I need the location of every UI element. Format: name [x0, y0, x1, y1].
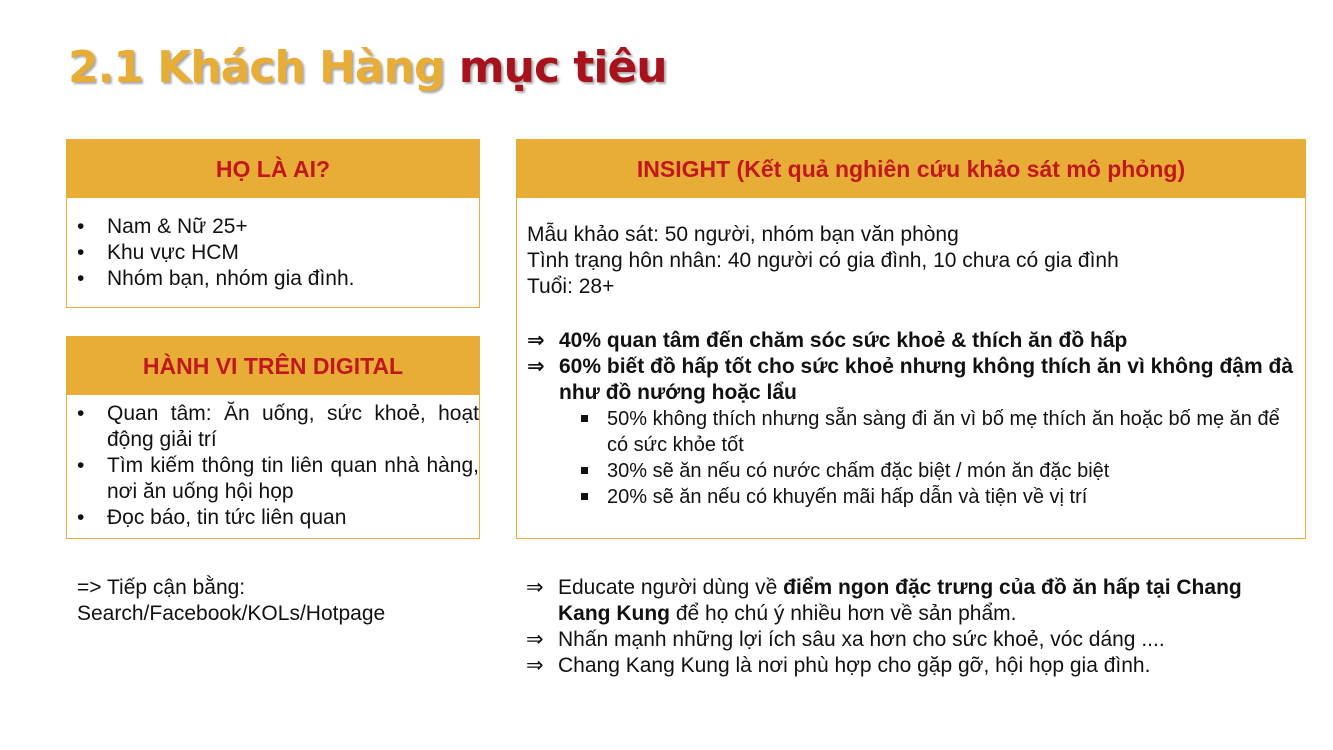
- arrow-icon: ⇒: [526, 576, 544, 599]
- page-title: [68, 42, 667, 93]
- insight-heading: INSIGHT (Kết quả nghiên cứu khảo sát mô phỏng): [517, 140, 1305, 198]
- survey-sample: Mẫu khảo sát: 50 người, nhóm bạn văn phòng: [527, 223, 959, 246]
- actions-list: [526, 575, 1286, 679]
- who-item: • Nhóm bạn, nhóm gia đình.: [67, 266, 479, 292]
- sub-item: [527, 406, 1293, 458]
- action-text-pre: Educate người dùng về: [558, 576, 784, 599]
- arrow-icon: ⇒: [527, 329, 545, 352]
- action-item: [526, 575, 1286, 627]
- approach-line-1: => Tiếp cận bằng:: [77, 576, 246, 599]
- action-text-post: để họ chú ý nhiều hơn về sản phẩm.: [669, 602, 1017, 625]
- survey-age: Tuổi: 28+: [527, 275, 615, 298]
- action-item: [526, 653, 1286, 679]
- survey-marital: Tình trạng hôn nhân: 40 người có gia đình, 10 chưa có gia đình: [527, 249, 1119, 272]
- square-bullet-icon: [581, 415, 588, 422]
- approach-line-2: Search/Facebook/KOLs/Hotpage: [77, 602, 386, 625]
- action-text-bold: điểm ngon đặc trưng của đồ ăn hấp tại Chang Kang Kung: [558, 576, 1242, 625]
- who-item: • Khu vực HCM: [67, 240, 479, 266]
- title-part-2: mục tiêu: [458, 42, 667, 93]
- sub-item: [527, 458, 1293, 484]
- finding-item: [527, 328, 1293, 354]
- finding-text: 40% quan tâm đến chăm sóc sức khoẻ & thích ăn đồ hấp: [559, 329, 1128, 352]
- approach-note: [77, 575, 497, 627]
- digital-list: [67, 401, 479, 531]
- arrow-icon: ⇒: [527, 355, 545, 378]
- digital-box: [66, 336, 480, 539]
- sub-item-text: 30% sẽ ăn nếu có nước chấm đặc biệt / món ăn đặc biệt: [607, 460, 1110, 482]
- who-heading: HỌ LÀ AI?: [67, 140, 479, 198]
- sub-item: [527, 484, 1293, 510]
- action-text: Nhấn mạnh những lợi ích sâu xa hơn cho sức khoẻ, vóc dáng ....: [558, 628, 1165, 651]
- sub-list: [527, 406, 1293, 510]
- digital-heading: HÀNH VI TRÊN DIGITAL: [67, 337, 479, 395]
- square-bullet-icon: [581, 467, 588, 474]
- arrow-icon: ⇒: [526, 654, 544, 677]
- action-item: [526, 627, 1286, 653]
- sub-item-text: 50% không thích nhưng sẵn sàng đi ăn vì bố mẹ thích ăn hoặc bố mẹ ăn để có sức khỏe tốt: [607, 408, 1280, 456]
- sub-item-text: 20% sẽ ăn nếu có khuyến mãi hấp dẫn và tiện về vị trí: [607, 486, 1088, 508]
- who-box: [66, 139, 480, 308]
- square-bullet-icon: [581, 493, 588, 500]
- who-list: [67, 214, 479, 292]
- arrow-icon: ⇒: [526, 628, 544, 651]
- action-text: Chang Kang Kung là nơi phù hợp cho gặp gỡ, hội họp gia đình.: [558, 654, 1151, 677]
- digital-item: • Đọc báo, tin tức liên quan: [67, 505, 479, 531]
- digital-item: • Quan tâm: Ăn uống, sức khoẻ, hoạt động giải trí: [67, 401, 479, 453]
- digital-item: • Tìm kiếm thông tin liên quan nhà hàng, nơi ăn uống hội họp: [67, 453, 479, 505]
- finding-text: 60% biết đồ hấp tốt cho sức khoẻ nhưng không thích ăn vì không đậm đà như đồ nướng hoặc lẩu: [559, 355, 1293, 404]
- insight-body: [517, 198, 1305, 510]
- finding-item: [527, 354, 1293, 406]
- title-part-1: 2.1 Khách Hàng: [68, 42, 445, 93]
- who-item: • Nam & Nữ 25+: [67, 214, 479, 240]
- insight-box: [516, 139, 1306, 539]
